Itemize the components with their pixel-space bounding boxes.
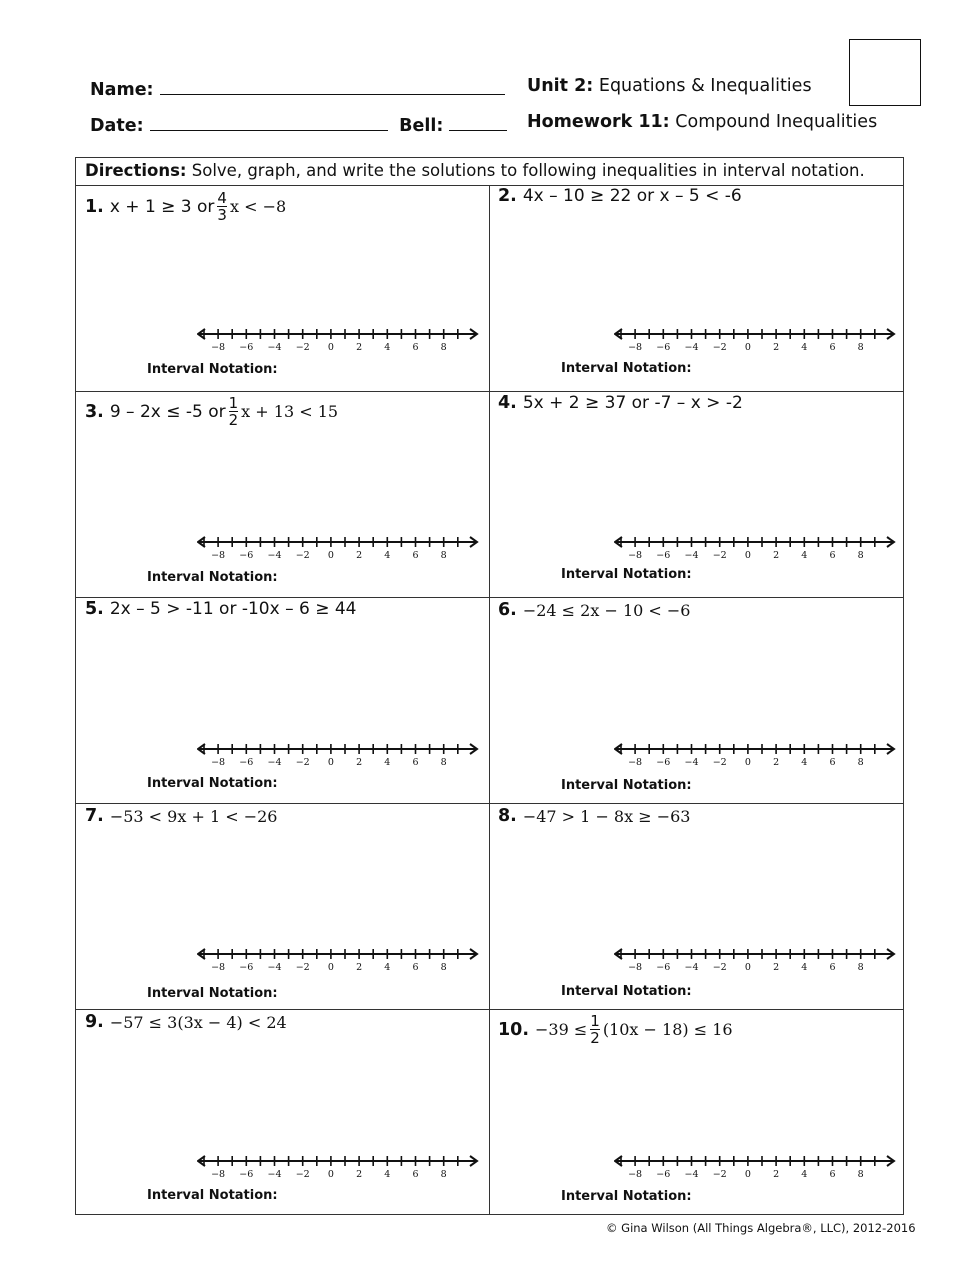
number-line-label: −8 xyxy=(628,1169,643,1178)
number-line-label: −2 xyxy=(712,962,727,971)
number-line-label: 8 xyxy=(440,342,447,351)
number-line-label: 6 xyxy=(829,342,836,351)
number-line-label: −2 xyxy=(712,342,727,351)
problem-text: 5x + 2 ≥ 37 or -7 – x > -2 xyxy=(522,393,743,413)
number-line-label: −4 xyxy=(267,962,282,971)
interval-notation-label: Interval Notation: xyxy=(561,778,692,793)
problem-math: −53 < 9x + 1 < −26 xyxy=(109,806,278,826)
worksheet-grid xyxy=(75,157,904,1215)
number-line-label: 2 xyxy=(773,962,780,971)
number-line-label: −8 xyxy=(628,962,643,971)
column-divider xyxy=(489,186,490,1214)
problem-text: 9 – 2x ≤ -5 or xyxy=(109,401,226,422)
denominator: 3 xyxy=(217,206,227,224)
denominator: 2 xyxy=(590,1029,600,1047)
problem-7 xyxy=(85,806,277,826)
number-line-label: 8 xyxy=(857,342,864,351)
problem-4 xyxy=(498,393,743,413)
number-line-label: 0 xyxy=(327,962,334,971)
interval-notation-label: Interval Notation: xyxy=(147,776,278,791)
number-line-label: −8 xyxy=(211,757,226,766)
interval-notation-label: Interval Notation: xyxy=(147,1188,278,1203)
numerator: 4 xyxy=(217,189,227,207)
number-line-label: −8 xyxy=(628,342,643,351)
number-line-label: 8 xyxy=(440,962,447,971)
numerator: 1 xyxy=(590,1012,600,1030)
number-line-label: 6 xyxy=(829,1169,836,1178)
date-label: Date: xyxy=(90,116,144,136)
number-line-label: 4 xyxy=(801,550,808,559)
number-line-label: 2 xyxy=(773,342,780,351)
problem-9 xyxy=(85,1012,287,1032)
number-line-label: 0 xyxy=(744,550,751,559)
number-line[interactable] xyxy=(614,1152,899,1178)
number-line-label: 2 xyxy=(356,342,363,351)
problem-text: x + 1 ≥ 3 or xyxy=(109,196,215,217)
number-line-label: 0 xyxy=(327,342,334,351)
number-line-label: −2 xyxy=(295,550,310,559)
number-line-label: −2 xyxy=(295,962,310,971)
problem-2 xyxy=(498,186,742,206)
problem-text: 4x – 10 ≥ 22 or x – 5 < -6 xyxy=(522,186,742,206)
number-line-label: 4 xyxy=(801,962,808,971)
number-line-label: 6 xyxy=(829,757,836,766)
problem-math: −47 > 1 − 8x ≥ −63 xyxy=(522,806,691,826)
name-label: Name: xyxy=(90,80,154,100)
number-line-label: 4 xyxy=(384,550,391,559)
number-line[interactable] xyxy=(614,325,899,351)
problem-number: 3. xyxy=(85,401,104,422)
number-line-label: −4 xyxy=(267,1169,282,1178)
number-line-label: −4 xyxy=(267,550,282,559)
number-line-label: 0 xyxy=(744,1169,751,1178)
interval-notation-label: Interval Notation: xyxy=(561,1189,692,1204)
number-line-label: −6 xyxy=(656,342,671,351)
number-line[interactable] xyxy=(197,740,482,766)
number-line-label: 8 xyxy=(857,550,864,559)
number-line-label: −8 xyxy=(211,342,226,351)
number-line-label: 8 xyxy=(440,1169,447,1178)
problem-math: x + 13 < 15 xyxy=(241,402,339,421)
row-divider xyxy=(76,803,903,804)
number-line-svg xyxy=(614,740,899,766)
row-divider xyxy=(76,391,903,392)
number-line-label: 6 xyxy=(829,550,836,559)
number-line[interactable] xyxy=(197,1152,482,1178)
number-line-label: −6 xyxy=(656,550,671,559)
numerator: 1 xyxy=(228,394,239,412)
number-line-label: 0 xyxy=(327,550,334,559)
number-line-svg xyxy=(197,1152,482,1178)
number-line-label: 2 xyxy=(356,550,363,559)
number-line-svg xyxy=(197,533,482,559)
date-blank[interactable] xyxy=(150,112,388,131)
denominator: 2 xyxy=(228,411,239,429)
number-line-svg xyxy=(197,945,482,971)
number-line-label: −6 xyxy=(239,342,254,351)
number-line-label: −4 xyxy=(267,342,282,351)
number-line-label: −4 xyxy=(684,550,699,559)
number-line-label: 4 xyxy=(384,342,391,351)
number-line-label: 6 xyxy=(829,962,836,971)
row-divider xyxy=(76,597,903,598)
number-line-label: −4 xyxy=(684,757,699,766)
directions-text: Solve, graph, and write the solutions to following inequalities in interval notation. xyxy=(191,161,865,180)
problem-number: 10. xyxy=(498,1019,530,1040)
unit-label: Unit 2: xyxy=(527,76,594,96)
number-line-label: −6 xyxy=(239,1169,254,1178)
name-blank[interactable] xyxy=(160,76,505,95)
fraction xyxy=(217,190,227,223)
homework-label: Homework 11: xyxy=(527,112,670,132)
number-line-label: 4 xyxy=(801,342,808,351)
interval-notation-label: Interval Notation: xyxy=(561,361,692,376)
number-line-label: 6 xyxy=(412,550,419,559)
problem-math-tail: (10x − 18) ≤ 16 xyxy=(602,1020,733,1039)
number-line-svg xyxy=(614,325,899,351)
number-line[interactable] xyxy=(197,945,482,971)
number-line-label: 6 xyxy=(412,962,419,971)
problem-math: −57 ≤ 3(3x − 4) < 24 xyxy=(109,1012,287,1032)
problem-number: 5. xyxy=(85,599,104,619)
number-line-label: −6 xyxy=(239,550,254,559)
problem-number: 6. xyxy=(498,600,517,620)
number-line-label: 0 xyxy=(744,342,751,351)
problem-8 xyxy=(498,806,690,826)
number-line-label: −6 xyxy=(239,962,254,971)
directions-label: Directions: xyxy=(85,161,187,180)
interval-notation-label: Interval Notation: xyxy=(561,567,692,582)
problem-number: 9. xyxy=(85,1012,104,1032)
number-line-svg xyxy=(614,1152,899,1178)
number-line-label: −4 xyxy=(684,962,699,971)
number-line-label: −2 xyxy=(712,757,727,766)
number-line-label: 4 xyxy=(384,757,391,766)
copyright-footer: © Gina Wilson (All Things Algebra®, LLC), 2012-2016 xyxy=(606,1221,916,1235)
number-line-label: 2 xyxy=(773,550,780,559)
number-line-label: −8 xyxy=(211,1169,226,1178)
number-line-label: −8 xyxy=(211,962,226,971)
homework-line xyxy=(527,112,877,132)
number-line-label: 6 xyxy=(412,342,419,351)
directions xyxy=(76,158,903,186)
problem-3 xyxy=(85,395,338,428)
problem-10 xyxy=(498,1013,733,1046)
number-line-label: 0 xyxy=(327,757,334,766)
number-line[interactable] xyxy=(197,533,482,559)
number-line-label: 6 xyxy=(412,757,419,766)
number-line-label: −4 xyxy=(267,757,282,766)
number-line-label: 0 xyxy=(744,962,751,971)
fraction xyxy=(590,1013,600,1046)
problem-text: 2x – 5 > -11 or -10x – 6 ≥ 44 xyxy=(109,599,357,619)
number-line-label: −2 xyxy=(712,550,727,559)
problem-5 xyxy=(85,599,356,619)
number-line-label: −2 xyxy=(295,757,310,766)
date-line xyxy=(90,112,507,136)
number-line-label: −8 xyxy=(628,757,643,766)
number-line-label: −2 xyxy=(295,342,310,351)
interval-notation-label: Interval Notation: xyxy=(147,986,278,1001)
number-line[interactable] xyxy=(614,533,899,559)
number-line-label: 4 xyxy=(384,962,391,971)
bell-blank[interactable] xyxy=(449,112,507,131)
row-divider xyxy=(76,1009,903,1010)
number-line-label: 2 xyxy=(773,757,780,766)
problem-number: 2. xyxy=(498,186,517,206)
problem-1 xyxy=(85,190,286,223)
number-line-label: −2 xyxy=(295,1169,310,1178)
number-line-label: 2 xyxy=(356,757,363,766)
problem-math: −24 ≤ 2x − 10 < −6 xyxy=(522,600,691,620)
number-line-label: 8 xyxy=(440,757,447,766)
unit-title: Equations & Inequalities xyxy=(598,76,812,96)
number-line-label: 4 xyxy=(801,1169,808,1178)
unit-line xyxy=(527,76,812,96)
number-line-label: 8 xyxy=(857,757,864,766)
number-line-label: 6 xyxy=(412,1169,419,1178)
number-line-label: 4 xyxy=(384,1169,391,1178)
problem-number: 8. xyxy=(498,806,517,826)
number-line-label: −6 xyxy=(656,757,671,766)
number-line-label: 0 xyxy=(744,757,751,766)
interval-notation-label: Interval Notation: xyxy=(147,570,278,585)
number-line-label: 0 xyxy=(327,1169,334,1178)
number-line-label: 2 xyxy=(356,1169,363,1178)
number-line[interactable] xyxy=(197,325,482,351)
number-line-label: 8 xyxy=(440,550,447,559)
problem-math: −39 ≤ xyxy=(535,1020,588,1039)
score-box[interactable] xyxy=(849,39,921,106)
number-line[interactable] xyxy=(614,945,899,971)
name-line xyxy=(90,76,505,100)
problem-number: 1. xyxy=(85,196,104,217)
number-line-label: −6 xyxy=(239,757,254,766)
bell-label: Bell: xyxy=(399,116,444,136)
number-line-label: 4 xyxy=(801,757,808,766)
number-line-label: −2 xyxy=(712,1169,727,1178)
number-line-label: −8 xyxy=(211,550,226,559)
number-line-label: 8 xyxy=(857,962,864,971)
number-line-label: 8 xyxy=(857,1169,864,1178)
number-line-label: 2 xyxy=(356,962,363,971)
number-line-svg xyxy=(197,740,482,766)
problem-number: 7. xyxy=(85,806,104,826)
homework-title: Compound Inequalities xyxy=(675,112,878,132)
number-line-label: −6 xyxy=(656,962,671,971)
number-line-label: −6 xyxy=(656,1169,671,1178)
number-line-label: −4 xyxy=(684,342,699,351)
number-line-label: −8 xyxy=(628,550,643,559)
number-line-label: −4 xyxy=(684,1169,699,1178)
problem-number: 4. xyxy=(498,393,517,413)
number-line[interactable] xyxy=(614,740,899,766)
problem-math: x < −8 xyxy=(229,197,287,216)
number-line-svg xyxy=(614,945,899,971)
problem-6 xyxy=(498,600,690,620)
number-line-label: 2 xyxy=(773,1169,780,1178)
number-line-svg xyxy=(614,533,899,559)
interval-notation-label: Interval Notation: xyxy=(561,984,692,999)
number-line-svg xyxy=(197,325,482,351)
interval-notation-label: Interval Notation: xyxy=(147,362,278,377)
fraction xyxy=(229,395,239,428)
